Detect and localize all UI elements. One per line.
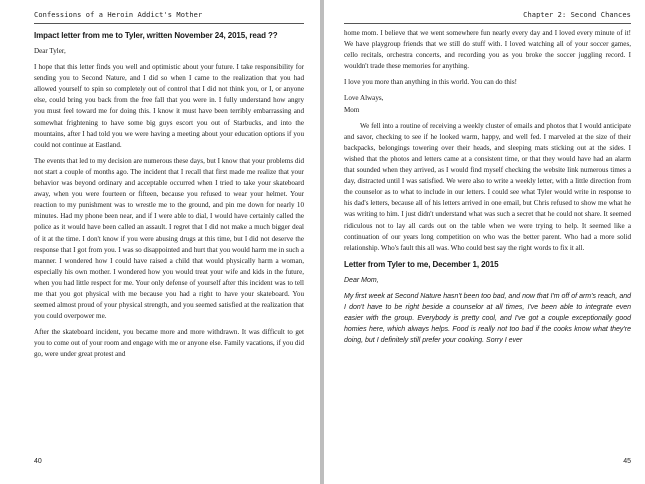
page-body xyxy=(34,28,304,366)
header-rule xyxy=(344,23,631,24)
salutation: Dear Mom, xyxy=(344,276,379,284)
left-page xyxy=(0,0,320,484)
paragraph: I hope that this letter finds you well and optimistic about your future. I take responsibility for sending you to Second Nature, and I did so when I came to the realization that you had allowed yourself to spin so completely out of control that I did not think you, or I, or anyone else, could bring you back from the free fall that you were in. I fully understand how angry you must feel toward me for doing this. I know it must have been terribly embarrassing and somewhat frightening to have some big guys escort you out of Starbucks, and into the mountains, after I had told you we were having a meeting about your education options if you could not continue at Eastland. xyxy=(34,63,304,149)
closing: Love Always, xyxy=(344,94,384,103)
love-line: I love you more than anything in this world. You can do this! xyxy=(344,78,517,87)
running-head: Confessions of a Heroin Addict's Mother xyxy=(34,11,203,19)
page-number: 45 xyxy=(623,458,631,465)
salutation: Dear Tyler, xyxy=(34,47,66,55)
page-number: 40 xyxy=(34,458,42,465)
header-rule xyxy=(34,23,304,24)
running-head: Chapter 2: Second Chances xyxy=(523,11,631,19)
letter-text: My first week at Second Nature hasn't been too bad, and now that I'm off of arm's reach, and I don't have to be right beside a counselor at all times, I've been able to integrate even easier with the group. Everybody is pretty cool, and I've got a couple exceptionally good homies here, which always helps. Food is really not too bad if the cooks know what they're doing, but I definitely still prefer your cooking. Sorry I ever xyxy=(344,292,631,345)
paragraph: After the skateboard incident, you became more and more withdrawn. It was difficult to get you to come out of your room and engage with me or anyone else. Family vacations, if you did go, were under great protest and xyxy=(34,328,304,359)
letter-heading: Letter from Tyler to me, December 1, 2015 xyxy=(344,259,499,269)
paragraph: We fell into a routine of receiving a weekly cluster of emails and photos that I would anticipate and savor, checking to see if he looked warm, happy, and well fed. I marveled at the size of their backpacks, belongings towering over their heads, and sleeping mats sticking out at the sides. I wished that the photos and letters came at a consistent time, or that they would have had an alarm that sounded when they arrived, as I would find myself checking the website link numerous times a day, distracted until I was satisfied. We were also to write a weekly letter, with a little direction from the counselor as to what to include in our letters. I could see what Tyler would write in response to his dad's letters, because all of his letters arrived in one email, but Chris refused to show me what he was writing to him. I just didn't understand what was such a secret that he could not share. It seemed ridiculous not to lay all cards out on the table when we were trying to help. It seemed like a continuation of our years long competition on who was the better parent. Who had a more solid relationship. Who's fault this all was. Who could best say the right words to fix it all. xyxy=(344,121,631,252)
page-body xyxy=(344,28,631,351)
signature: Mom xyxy=(344,105,360,114)
letter-heading: Impact letter from me to Tyler, written November 24, 2015, read ?? xyxy=(34,31,278,40)
paragraph: home mom. I believe that we went somewhere fun nearly every day and I loved every minute of it! We have playgroup friends that we still do stuff with. I loved watching all of your soccer games, cello recitals, orchestra concerts, and recording you as you broke the soccer juggling record. I wouldn't trade these memories for anything. xyxy=(344,29,631,71)
right-page xyxy=(324,0,645,484)
paragraph: The events that led to my decision are numerous these days, but I know that your problems did not start a couple of months ago. The incident that I recall that first made me realize that your behavior was beyond ordinary and acceptable occurred when I tried to take your skateboard away, when you were fourteen or fifteen, because you refused to wear your helmet. Your reaction to my punishment was to wrestle me to the ground, and pin me down for nearly 10 minutes. Had my phone been near, and if I were able to dial, I would have certainly called the police as it would have been called an assault. I regret that I did not make a much bigger deal of it at the time. I don't know if you were abusing drugs at this time, but I did not deserve the response that I got from you. I was so disappointed and hurt that you would harm me in such a manner. I wondered how I could have raised a child that would physically harm a woman, especially his own mother. I wondered how you would treat your wife and kids in the future, when you had little respect for me. Your only defense of yourself after this incident was to tell me that you got physical with me because you had a right to have your skateboard. You seemed almost proud of your physical strength, and you seemed satisfied at the realization that you could overpower me. xyxy=(34,156,304,321)
